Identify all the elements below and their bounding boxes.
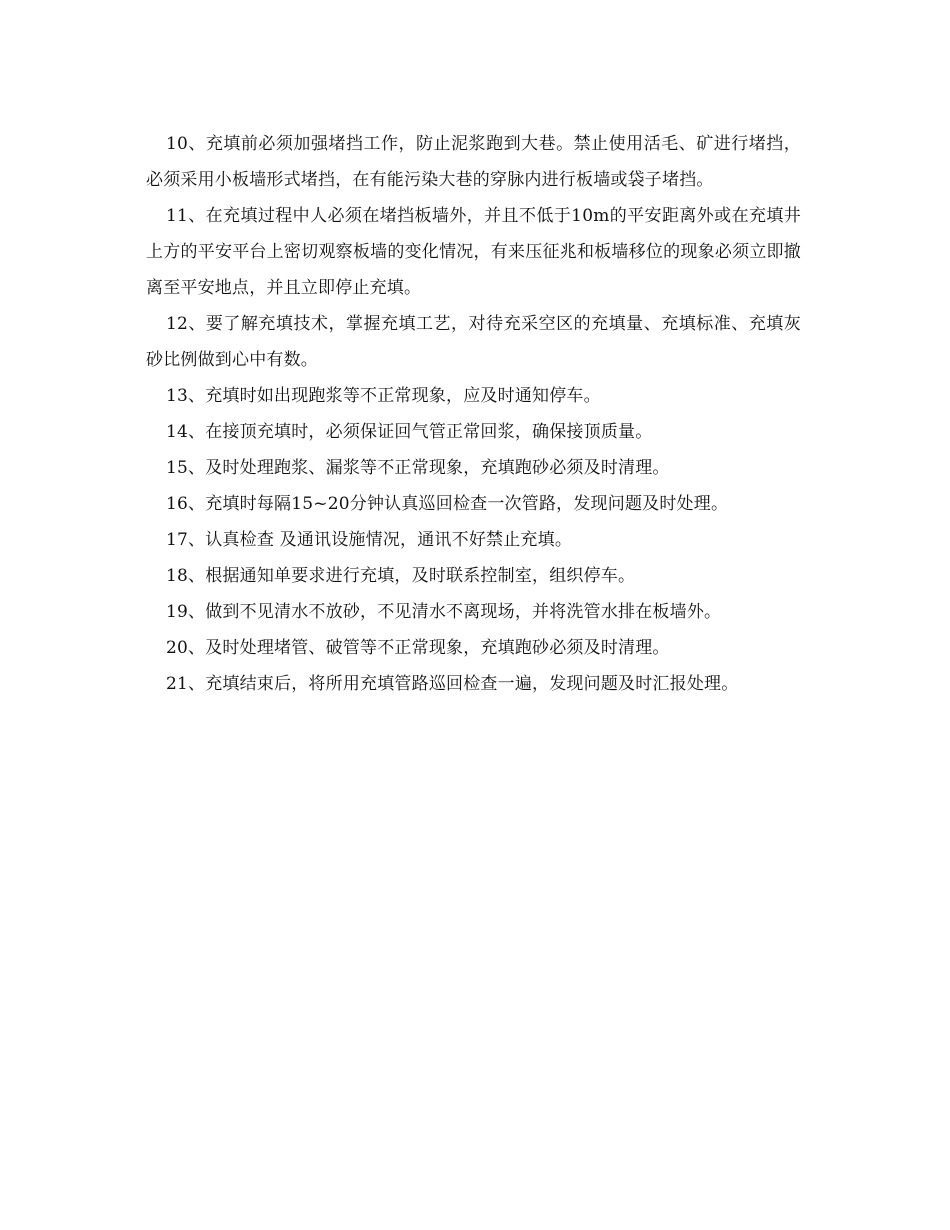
paragraph-item-18: 18、根据通知单要求进行充填，及时联系控制室，组织停车。 [166,566,636,586]
paragraph-item-10: 10、充填前必须加强堵挡工作，防止泥浆跑到大巷。禁止使用活毛、矿进行堵挡，必须采用小板墙形式堵挡，在有能污染大巷的穿脉内进行板墙或袋子堵挡。 [146,134,801,190]
paragraph-item-21: 21、充填结束后，将所用充填管路巡回检查一遍，发现问题及时汇报处理。 [166,674,739,694]
paragraph-item-11: 11、在充填过程中人必须在堵挡板墙外，并且不低于10m的平安距离外或在充填井上方的平安平台上密切观察板墙的变化情况，有来压征兆和板墙移位的现象必须立即撤离至平安地点，并且立即停止充填。 [146,206,801,298]
paragraph-item-12: 12、要了解充填技术，掌握充填工艺，对待充采空区的充填量、充填标准、充填灰砂比例做到心中有数。 [146,314,801,370]
paragraph-item-15: 15、及时处理跑浆、漏浆等不正常现象，充填跑砂必须及时清理。 [166,458,670,478]
paragraph-item-14: 14、在接顶充填时，必须保证回气管正常回浆，确保接顶质量。 [166,422,653,442]
paragraph-item-19: 19、做到不见清水不放砂，不见清水不离现场，并将洗管水排在板墙外。 [166,602,722,622]
paragraph-item-17: 17、认真检查 及通讯设施情况，通讯不好禁止充填。 [166,530,573,550]
document-body [146,126,801,702]
paragraph-item-20: 20、及时处理堵管、破管等不正常现象，充填跑砂必须及时清理。 [166,638,670,658]
paragraph-item-16: 16、充填时每隔15~20分钟认真巡回检查一次管路，发现问题及时处理。 [166,494,729,514]
paragraph-item-13: 13、充填时如出现跑浆等不正常现象，应及时通知停车。 [166,386,601,406]
